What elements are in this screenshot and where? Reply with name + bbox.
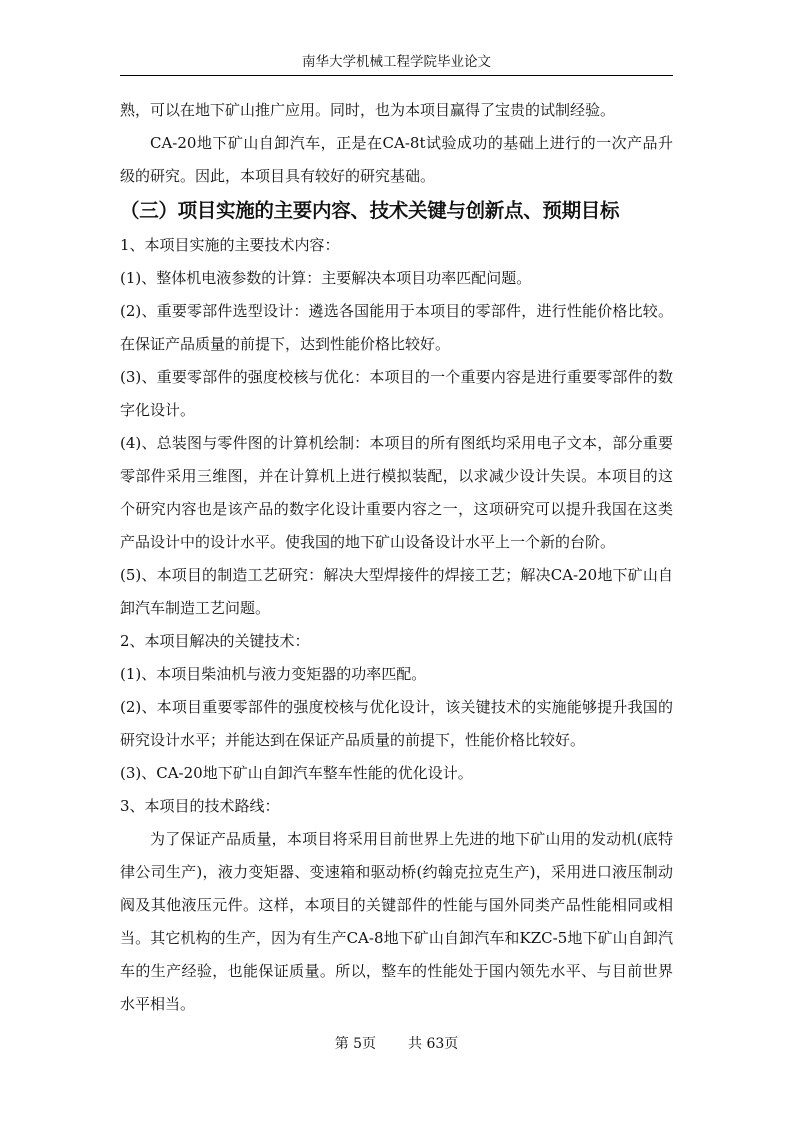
page-number: 第 5页 [334,1036,377,1052]
page-body [120,94,673,1021]
list-item: (3)、CA-20地下矿山自卸汽车整车性能的优化设计。 [120,764,473,782]
list-item: (1)、整体机电液参数的计算：主要解决本项目功率匹配问题。 [120,269,532,287]
background-paragraph: CA-20地下矿山自卸汽车，正是在CA-8t试验成功的基础上进行的一次产品升级的研究。因此，本项目具有较好的研究基础。 [120,134,673,185]
running-header: 南华大学机械工程学院毕业论文 [302,54,491,70]
list-item: (1)、本项目柴油机与液力变矩器的功率匹配。 [120,665,427,683]
continued-paragraph: 熟，可以在地下矿山推广应用。同时，也为本项目赢得了宝贵的试制经验。 [120,101,616,119]
subsection-title-main-content: 1、本项目实施的主要技术内容： [120,236,340,254]
page-total: 共 63页 [408,1036,459,1052]
list-item: (2)、重要零部件选型设计：遴选各国能用于本项目的零部件，进行性能价格比较。在保证产品质量的前提下，达到性能价格比较好。 [120,302,673,353]
list-item: (2)、本项目重要零部件的强度校核与优化设计，该关键技术的实施能够提升我国的研究设计水平；并能达到在保证产品质量的前提下，性能价格比较好。 [120,698,673,749]
page-footer [0,1034,793,1054]
subsection-title-tech-route: 3、本项目的技术路线： [120,797,280,815]
header-rule [120,75,673,76]
section-heading: （三）项目实施的主要内容、技术关键与创新点、预期目标 [120,199,620,222]
list-item: (3)、重要零部件的强度校核与优化：本项目的一个重要内容是进行重要零部件的数字化设计。 [120,368,673,419]
tech-route-paragraph: 为了保证产品质量，本项目将采用目前世界上先进的地下矿山用的发动机(底特律公司生产)，液力变矩器、变速箱和驱动桥(约翰克拉克生产)，采用进口液压制动阀及其他液压元件。这样，本项目的关键部件的性能与国外同类产品性能相同或相当。其它机构的生产，因为有生产CA-8地下矿山自卸汽车和KZC-5地下矿山自卸汽车的生产经验，也能保证质量。所以，整车的性能处于国内领先水平、与目前世界水平相当。 [120,830,673,1013]
list-item: (5)、本项目的制造工艺研究：解决大型焊接件的焊接工艺；解决CA-20地下矿山自卸汽车制造工艺问题。 [120,566,673,617]
subsection-title-key-tech: 2、本项目解决的关键技术： [120,632,310,650]
list-item: (4)、总装图与零件图的计算机绘制：本项目的所有图纸均采用电子文本，部分重要零部件采用三维图，并在计算机上进行模拟装配，以求减少设计失误。本项目的这个研究内容也是该产品的数字化设计重要内容之一，这项研究可以提升我国在这类产品设计中的设计水平。使我国的地下矿山设备设计水平上一个新的台阶。 [120,434,673,551]
